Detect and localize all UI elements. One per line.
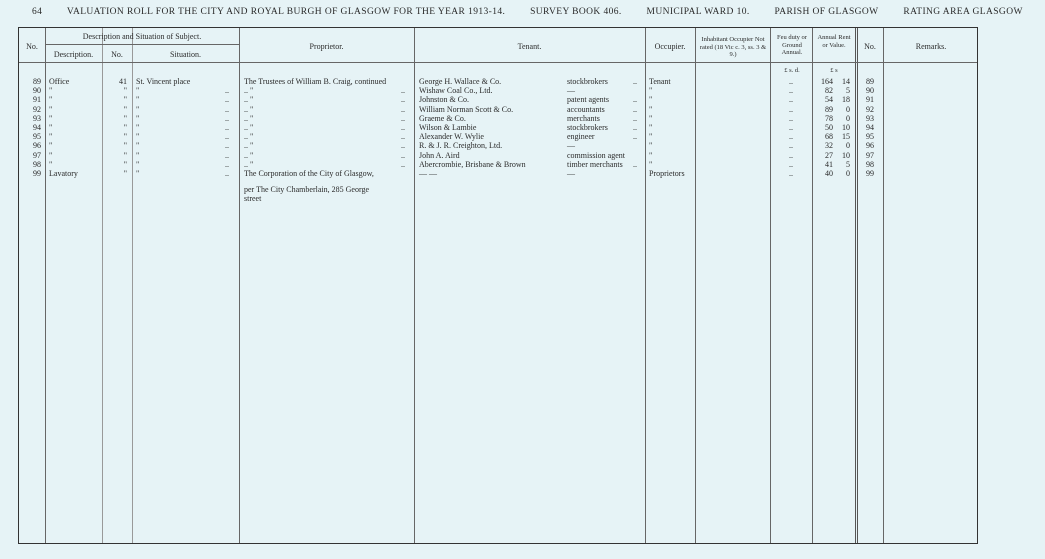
cell-situation-dots: .. — [225, 123, 229, 132]
col-feu-duty: Feu duty or Ground Annual. — [777, 34, 807, 56]
cell-feu: .. — [789, 150, 793, 160]
cell-proprietor: .. " — [244, 95, 254, 105]
cell-proprietor: .. " — [244, 123, 254, 132]
cell-situation: " — [136, 159, 140, 169]
cell-occupier: " — [649, 150, 653, 160]
cell-no: 91 — [33, 95, 41, 105]
cell-occupier: " — [649, 86, 653, 96]
col-situation: Situation. — [170, 50, 201, 59]
cell-situation-dots: .. — [225, 150, 229, 160]
proprietor-continuation — [19, 185, 977, 194]
table-row — [19, 77, 977, 86]
cell-no-right: 90 — [866, 86, 874, 96]
table-row — [19, 160, 977, 169]
cell-trade: timber merchants — [567, 159, 623, 169]
proprietor-continuation-line: per The City Chamberlain, 285 George — [244, 185, 370, 194]
page-header — [32, 7, 1023, 17]
cell-rent-shillings: 15 — [842, 132, 850, 142]
cell-occupier: " — [649, 159, 653, 169]
cell-trade: — — [567, 141, 575, 151]
cell-number: " — [123, 132, 127, 142]
cell-occupier: Tenant — [649, 77, 671, 86]
cell-tenant: Wishaw Coal Co., Ltd. — [419, 86, 493, 96]
cell-situation: " — [136, 113, 140, 123]
cell-occupier: " — [649, 95, 653, 105]
cell-rent-shillings: 10 — [842, 150, 850, 160]
col-tenant: Tenant. — [517, 42, 542, 51]
col-no-right: No. — [864, 42, 876, 51]
table-row — [19, 132, 977, 141]
cell-trade: commission agent — [567, 150, 625, 160]
survey-book: SURVEY BOOK 406. — [530, 7, 622, 17]
table-row — [19, 169, 977, 178]
cell-number: " — [123, 86, 127, 96]
col-occupier: Occupier. — [654, 42, 686, 51]
cell-trade-dots: .. — [633, 123, 637, 132]
cell-no: 97 — [33, 150, 41, 160]
cell-no-right: 95 — [866, 132, 874, 142]
cell-feu: .. — [789, 113, 793, 123]
cell-no-right: 92 — [866, 104, 874, 114]
cell-trade: patent agents — [567, 95, 609, 105]
cell-description: " — [49, 132, 53, 142]
cell-rent-shillings: 5 — [846, 86, 850, 96]
rating-area: RATING AREA GLASGOW — [903, 7, 1023, 17]
cell-description: " — [49, 95, 53, 105]
cell-situation: St. Vincent place — [136, 77, 191, 86]
cell-proprietor-dots: .. — [401, 132, 405, 142]
cell-trade-dots: .. — [633, 104, 637, 114]
table-row — [19, 105, 977, 114]
cell-situation-dots: .. — [225, 86, 229, 96]
cell-proprietor: .. " — [244, 86, 254, 96]
cell-feu: .. — [789, 86, 793, 96]
cell-feu: .. — [789, 169, 793, 178]
cell-rent-pounds: 68 — [825, 132, 833, 142]
cell-trade-dots: .. — [633, 113, 637, 123]
table-row — [19, 123, 977, 132]
cell-rent-pounds: 89 — [825, 104, 833, 114]
cell-no-right: 97 — [866, 150, 874, 160]
col-num: No. — [111, 50, 123, 59]
cell-tenant: R. & J. R. Creighton, Ltd. — [419, 141, 503, 151]
cell-occupier: " — [649, 141, 653, 151]
cell-rent-pounds: 41 — [825, 159, 833, 169]
table-row — [19, 114, 977, 123]
cell-feu: .. — [789, 95, 793, 105]
cell-description: Lavatory — [49, 169, 78, 178]
cell-no: 89 — [33, 77, 41, 86]
cell-no-right: 94 — [866, 123, 874, 132]
proprietor-continuation-line: street — [244, 194, 262, 203]
cell-rent-pounds: 54 — [825, 95, 833, 105]
cell-rent-shillings: 14 — [842, 77, 850, 86]
col-annual-rent: Annual Rent or Value. — [817, 34, 851, 49]
cell-proprietor: The Corporation of the City of Glasgow, — [244, 169, 374, 178]
cell-proprietor: .. " — [244, 150, 254, 160]
cell-proprietor-dots: .. — [401, 159, 405, 169]
cell-no-right: 99 — [866, 169, 874, 178]
cell-no: 90 — [33, 86, 41, 96]
cell-situation: " — [136, 132, 140, 142]
cell-no-right: 93 — [866, 113, 874, 123]
cell-situation: " — [136, 104, 140, 114]
rent-units: £ s — [830, 67, 838, 74]
cell-proprietor-dots: .. — [401, 123, 405, 132]
cell-rent-pounds: 32 — [825, 141, 833, 151]
cell-rent-pounds: 40 — [825, 169, 833, 178]
cell-description: " — [49, 150, 53, 160]
municipal-ward: MUNICIPAL WARD 10. — [646, 7, 750, 17]
cell-trade-dots: .. — [633, 132, 637, 142]
valuation-table — [18, 27, 978, 544]
cell-rent-shillings: 18 — [842, 95, 850, 105]
cell-feu: .. — [789, 159, 793, 169]
cell-rent-shillings: 10 — [842, 123, 850, 132]
cell-tenant: William Norman Scott & Co. — [419, 104, 514, 114]
cell-situation-dots: .. — [225, 95, 229, 105]
cell-number: 41 — [119, 77, 127, 86]
cell-rent-pounds: 78 — [825, 113, 833, 123]
cell-no-right: 96 — [866, 141, 874, 151]
cell-trade-dots: .. — [633, 159, 637, 169]
cell-feu: .. — [789, 132, 793, 142]
cell-trade: stockbrokers — [567, 123, 608, 132]
cell-proprietor-dots: .. — [401, 104, 405, 114]
cell-situation: " — [136, 123, 140, 132]
cell-situation-dots: .. — [225, 141, 229, 151]
cell-situation-dots: .. — [225, 104, 229, 114]
cell-description: " — [49, 141, 53, 151]
cell-description: " — [49, 113, 53, 123]
col-desc-group: Description and Situation of Subject. — [82, 32, 202, 41]
table-row — [19, 151, 977, 160]
col-proprietor: Proprietor. — [309, 42, 344, 51]
cell-number: " — [123, 123, 127, 132]
header-rule — [19, 62, 977, 63]
cell-situation: " — [136, 86, 140, 96]
cell-rent-shillings: 0 — [846, 169, 850, 178]
cell-situation-dots: .. — [225, 113, 229, 123]
cell-occupier: Proprietors — [649, 169, 685, 178]
col-inhabitant: Inhabitant Occupier Not rated (18 Vic c. 3, ss. 3 & 9.) — [699, 36, 767, 58]
cell-proprietor: .. " — [244, 113, 254, 123]
cell-no: 95 — [33, 132, 41, 142]
cell-feu: .. — [789, 77, 793, 86]
cell-situation: " — [136, 169, 140, 178]
cell-no: 98 — [33, 159, 41, 169]
parish: PARISH OF GLASGOW — [774, 7, 879, 17]
cell-no-right: 91 — [866, 95, 874, 105]
cell-tenant: Alexander W. Wylie — [419, 132, 484, 142]
cell-trade-dots: .. — [633, 95, 637, 105]
cell-rent-pounds: 82 — [825, 86, 833, 96]
cell-description: " — [49, 104, 53, 114]
cell-occupier: " — [649, 123, 653, 132]
cell-proprietor-dots: .. — [401, 113, 405, 123]
cell-trade: — — [567, 169, 575, 178]
cell-number: " — [123, 159, 127, 169]
cell-no: 94 — [33, 123, 41, 132]
cell-no: 96 — [33, 141, 41, 151]
cell-tenant: — — — [419, 169, 437, 178]
cell-number: " — [123, 141, 127, 151]
cell-rent-pounds: 27 — [825, 150, 833, 160]
cell-proprietor: .. " — [244, 132, 254, 142]
cell-occupier: " — [649, 104, 653, 114]
cell-no: 93 — [33, 113, 41, 123]
cell-tenant: Johnston & Co. — [419, 95, 470, 105]
cell-situation: " — [136, 141, 140, 151]
cell-situation-dots: .. — [225, 159, 229, 169]
cell-description: " — [49, 86, 53, 96]
cell-no-right: 89 — [866, 77, 874, 86]
cell-trade: stockbrokers — [567, 77, 608, 86]
cell-rent-pounds: 164 — [821, 77, 833, 86]
cell-feu: .. — [789, 123, 793, 132]
cell-description: " — [49, 123, 53, 132]
cell-proprietor-dots: .. — [401, 150, 405, 160]
col-description: Description. — [53, 50, 94, 59]
cell-trade: — — [567, 86, 575, 96]
proprietor-continuation — [19, 194, 977, 203]
cell-description: Office — [49, 77, 70, 86]
cell-occupier: " — [649, 113, 653, 123]
cell-situation: " — [136, 150, 140, 160]
cell-rent-shillings: 0 — [846, 141, 850, 151]
cell-number: " — [123, 113, 127, 123]
cell-no: 99 — [33, 169, 41, 178]
cell-rent-shillings: 0 — [846, 104, 850, 114]
cell-tenant: Abercrombie, Brisbane & Brown — [419, 159, 526, 169]
feu-units: £ s. d. — [784, 67, 800, 74]
cell-number: " — [123, 95, 127, 105]
cell-situation-dots: .. — [225, 132, 229, 142]
cell-situation-dots: .. — [225, 169, 229, 178]
cell-description: " — [49, 159, 53, 169]
col-no: No. — [26, 42, 38, 51]
cell-proprietor-dots: .. — [401, 95, 405, 105]
cell-trade-dots: .. — [633, 77, 637, 86]
cell-proprietor: .. " — [244, 104, 254, 114]
cell-tenant: Wilson & Lambie — [419, 123, 477, 132]
cell-occupier: " — [649, 132, 653, 142]
page-number: 64 — [32, 7, 43, 17]
cell-trade: engineer — [567, 132, 595, 142]
table-row — [19, 141, 977, 150]
cell-number: " — [123, 150, 127, 160]
cell-situation: " — [136, 95, 140, 105]
roll-title: VALUATION ROLL FOR THE CITY AND ROYAL BURGH OF GLASGOW FOR THE YEAR 1913-14. — [66, 7, 506, 17]
cell-proprietor-dots: .. — [401, 141, 405, 151]
col-remarks: Remarks. — [915, 42, 947, 51]
cell-tenant: George H. Wallace & Co. — [419, 77, 502, 86]
cell-proprietor: .. " — [244, 141, 254, 151]
cell-number: " — [123, 169, 127, 178]
cell-feu: .. — [789, 104, 793, 114]
cell-trade: accountants — [567, 104, 605, 114]
cell-tenant: John A. Aird — [419, 150, 460, 160]
header-rule — [45, 44, 239, 45]
cell-tenant: Graeme & Co. — [419, 113, 466, 123]
cell-proprietor: .. " — [244, 159, 254, 169]
cell-no: 92 — [33, 104, 41, 114]
table-row — [19, 86, 977, 95]
cell-proprietor-dots: .. — [401, 86, 405, 96]
cell-number: " — [123, 104, 127, 114]
cell-feu: .. — [789, 141, 793, 151]
cell-rent-shillings: 0 — [846, 113, 850, 123]
table-row — [19, 95, 977, 104]
cell-rent-shillings: 5 — [846, 159, 850, 169]
cell-no-right: 98 — [866, 159, 874, 169]
cell-trade: merchants — [567, 113, 600, 123]
cell-rent-pounds: 50 — [825, 123, 833, 132]
cell-proprietor: The Trustees of William B. Craig, continued — [244, 77, 387, 86]
